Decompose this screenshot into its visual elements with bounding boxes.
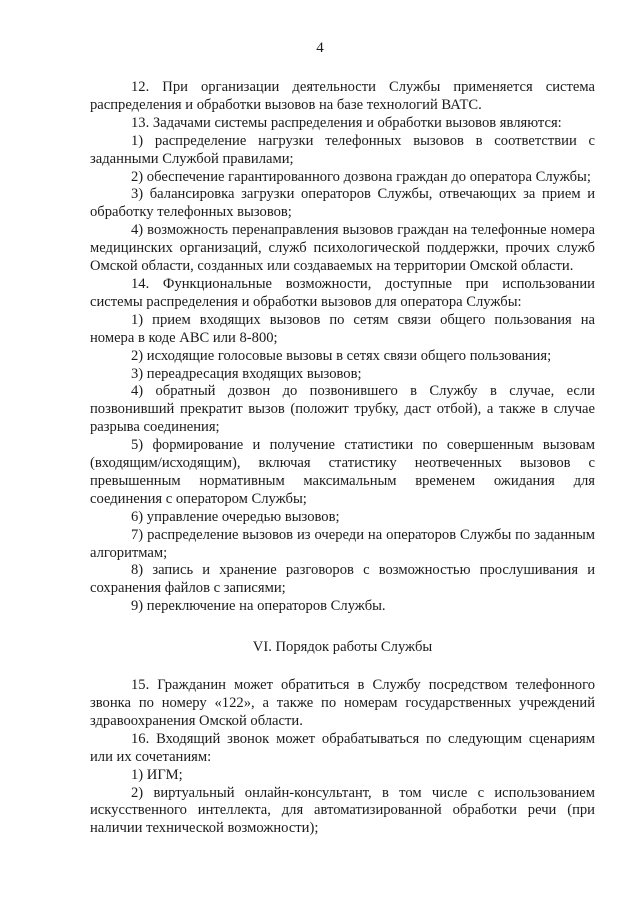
- list-item: 8) запись и хранение разговоров с возможностью прослушивания и сохранения файлов с записями;: [90, 562, 595, 597]
- list-item: 1) распределение нагрузки телефонных вызовов в соответствии с заданными Службой правилами;: [90, 132, 595, 167]
- list-item: 1) прием входящих вызовов по сетям связи общего пользования на номера в коде ABC или 8-800;: [90, 311, 595, 346]
- list-item: 4) возможность перенаправления вызовов граждан на телефонные номера медицинских организаций, служб психологической поддержки, прочих служб Омской области, созданных или создаваемых на территории Омской области.: [90, 222, 595, 275]
- section-heading: VI. Порядок работы Службы: [252, 639, 433, 656]
- paragraph-13: 13. Задачами системы распределения и обработки вызовов являются:: [131, 114, 562, 131]
- list-item: 5) формирование и получение статистики по совершенным вызовам (входящим/исходящим), включая статистику неотвеченных вызовов с превышенным нормативным максимальным временем ожидания для соединения с оператором Службы;: [90, 437, 595, 507]
- paragraph-15: 15. Гражданин может обратиться в Службу посредством телефонного звонка по номеру «122», а также по номерам государственных учреждений здравоохранения Омской области.: [90, 677, 595, 729]
- list-item: 9) переключение на операторов Службы.: [131, 598, 386, 615]
- page-number: 4: [316, 40, 324, 56]
- paragraph-16: 16. Входящий звонок может обрабатываться по следующим сценариям или их сочетаниям:: [90, 730, 595, 765]
- list-item: 1) ИГМ;: [131, 766, 183, 783]
- document-body: [90, 79, 595, 838]
- list-item: 6) управление очередью вызовов;: [131, 508, 340, 525]
- list-item: 7) распределение вызовов из очереди на операторов Службы по заданным алгоритмам;: [90, 526, 595, 561]
- list-item: 3) балансировка загрузки операторов Службы, отвечающих за прием и обработку телефонных вызовов;: [90, 186, 595, 221]
- paragraph-14: 14. Функциональные возможности, доступные при использовании системы распределения и обработки вызовов для оператора Службы:: [90, 275, 595, 310]
- list-item: 3) переадресация входящих вызовов;: [131, 365, 362, 382]
- list-item: 2) исходящие голосовые вызовы в сетях связи общего пользования;: [131, 347, 552, 364]
- list-item: 4) обратный дозвон до позвонившего в Службу в случае, если позвонивший прекратит вызов (положит трубку, даст отбой), а также в случае разрыва соединения;: [90, 383, 595, 436]
- list-item: 2) виртуальный онлайн-консультант, в том числе с использованием искусственного интеллекта, для автоматизированной обработки речи (при наличии технической возможности);: [90, 784, 595, 837]
- paragraph-12: 12. При организации деятельности Службы применяется система распределения и обработки вызовов на базе технологий ВАТС.: [90, 79, 595, 113]
- list-item: 2) обеспечение гарантированного дозвона граждан до оператора Службы;: [131, 168, 591, 185]
